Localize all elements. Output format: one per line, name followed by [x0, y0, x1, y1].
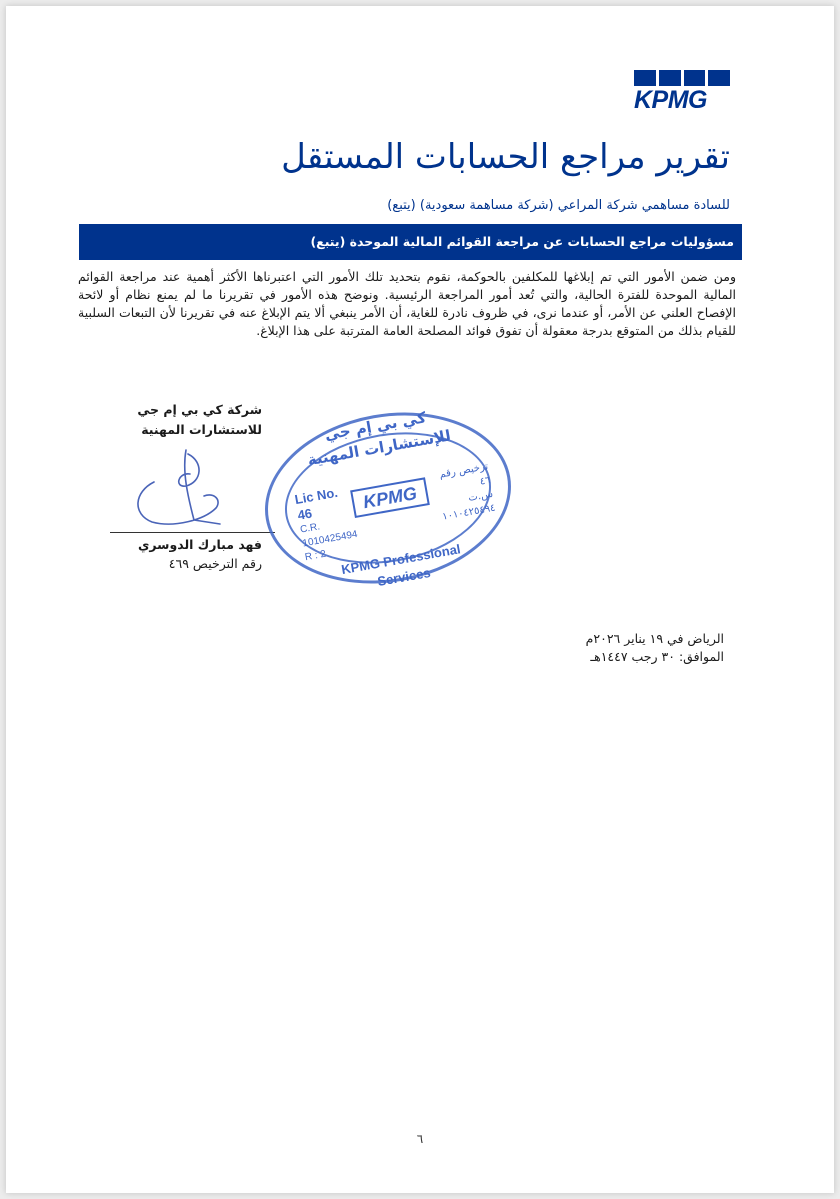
- body-paragraph: ومن ضمن الأمور التي تم إبلاغها للمكلفين بالحوكمة، نقوم بتحديد تلك الأمور التي اعتبرناها الأكثر أهمية عند مراجعة القوائم المالية الموحدة للفترة الحالية، والتي تُعد أمور المراجعة الرئيسية. ونوضح هذه الأمور في تقريرنا ما لم يمنع نظام أو لائحة الإفصاح العلني عن الأمر، أو عندما نرى، في ظروف نادرة للغاية، أن الأمر ينبغي ألا يتم الإبلاغ عنه في تقريرنا لأن التبعات السلبية للقيام بذلك من المتوقع بدرجة معقولة أن تفوق فوائد المصلحة العامة المترتبة على هذا الإبلاغ.: [78, 269, 736, 338]
- addressee-line: للسادة مساهمي شركة المراعي (شركة مساهمة سعودية) (يتبع): [387, 198, 730, 213]
- kpmg-stamp: [251, 394, 524, 603]
- stamp-arabic-license: ترخيص رقم ٤٦: [438, 461, 492, 488]
- signature-line: [110, 532, 275, 533]
- signer-license: رقم الترخيص ٤٦٩: [168, 556, 262, 571]
- date-gregorian: الرياض في ١٩ يناير ٢٠٢٦م: [585, 631, 724, 646]
- report-title: تقرير مراجع الحسابات المستقل: [281, 137, 730, 177]
- report-page: [6, 6, 834, 1193]
- signer-name: فهد مبارك الدوسري: [137, 537, 262, 552]
- firm-name: شركة كي بي إم جي للاستشارات المهنية: [137, 402, 262, 437]
- date-hijri: الموافق: ٣٠ رجب ١٤٤٧هـ: [590, 649, 724, 664]
- date-block: [424, 630, 724, 666]
- stamp-arabic-arc: كي بي إم جي للإستشارات المهنية: [306, 408, 453, 470]
- stamp-cr: C.R. 1010425494: [299, 521, 359, 550]
- stamp-right-text: [428, 460, 497, 526]
- stamp-center-logo: KPMG: [350, 477, 430, 518]
- stamp-arabic-cr: س.ت ١٠١٠٤٢٥٤٩٤: [441, 488, 497, 523]
- kpmg-logo: [634, 70, 730, 114]
- stamp-lic-no: Lic No. 46: [293, 484, 339, 523]
- section-heading-banner: مسؤوليات مراجع الحسابات عن مراجعة القوائم المالية الموحدة (يتبع): [79, 224, 742, 260]
- kpmg-logo-text: KPMG: [634, 86, 707, 114]
- stamp-r: R : 2: [304, 548, 327, 564]
- stamp-english-arc: KPMG Professional Services: [340, 541, 462, 589]
- page-number: ٦: [416, 1132, 424, 1146]
- handwritten-signature: [124, 442, 254, 532]
- kpmg-logo-boxes: [634, 70, 730, 86]
